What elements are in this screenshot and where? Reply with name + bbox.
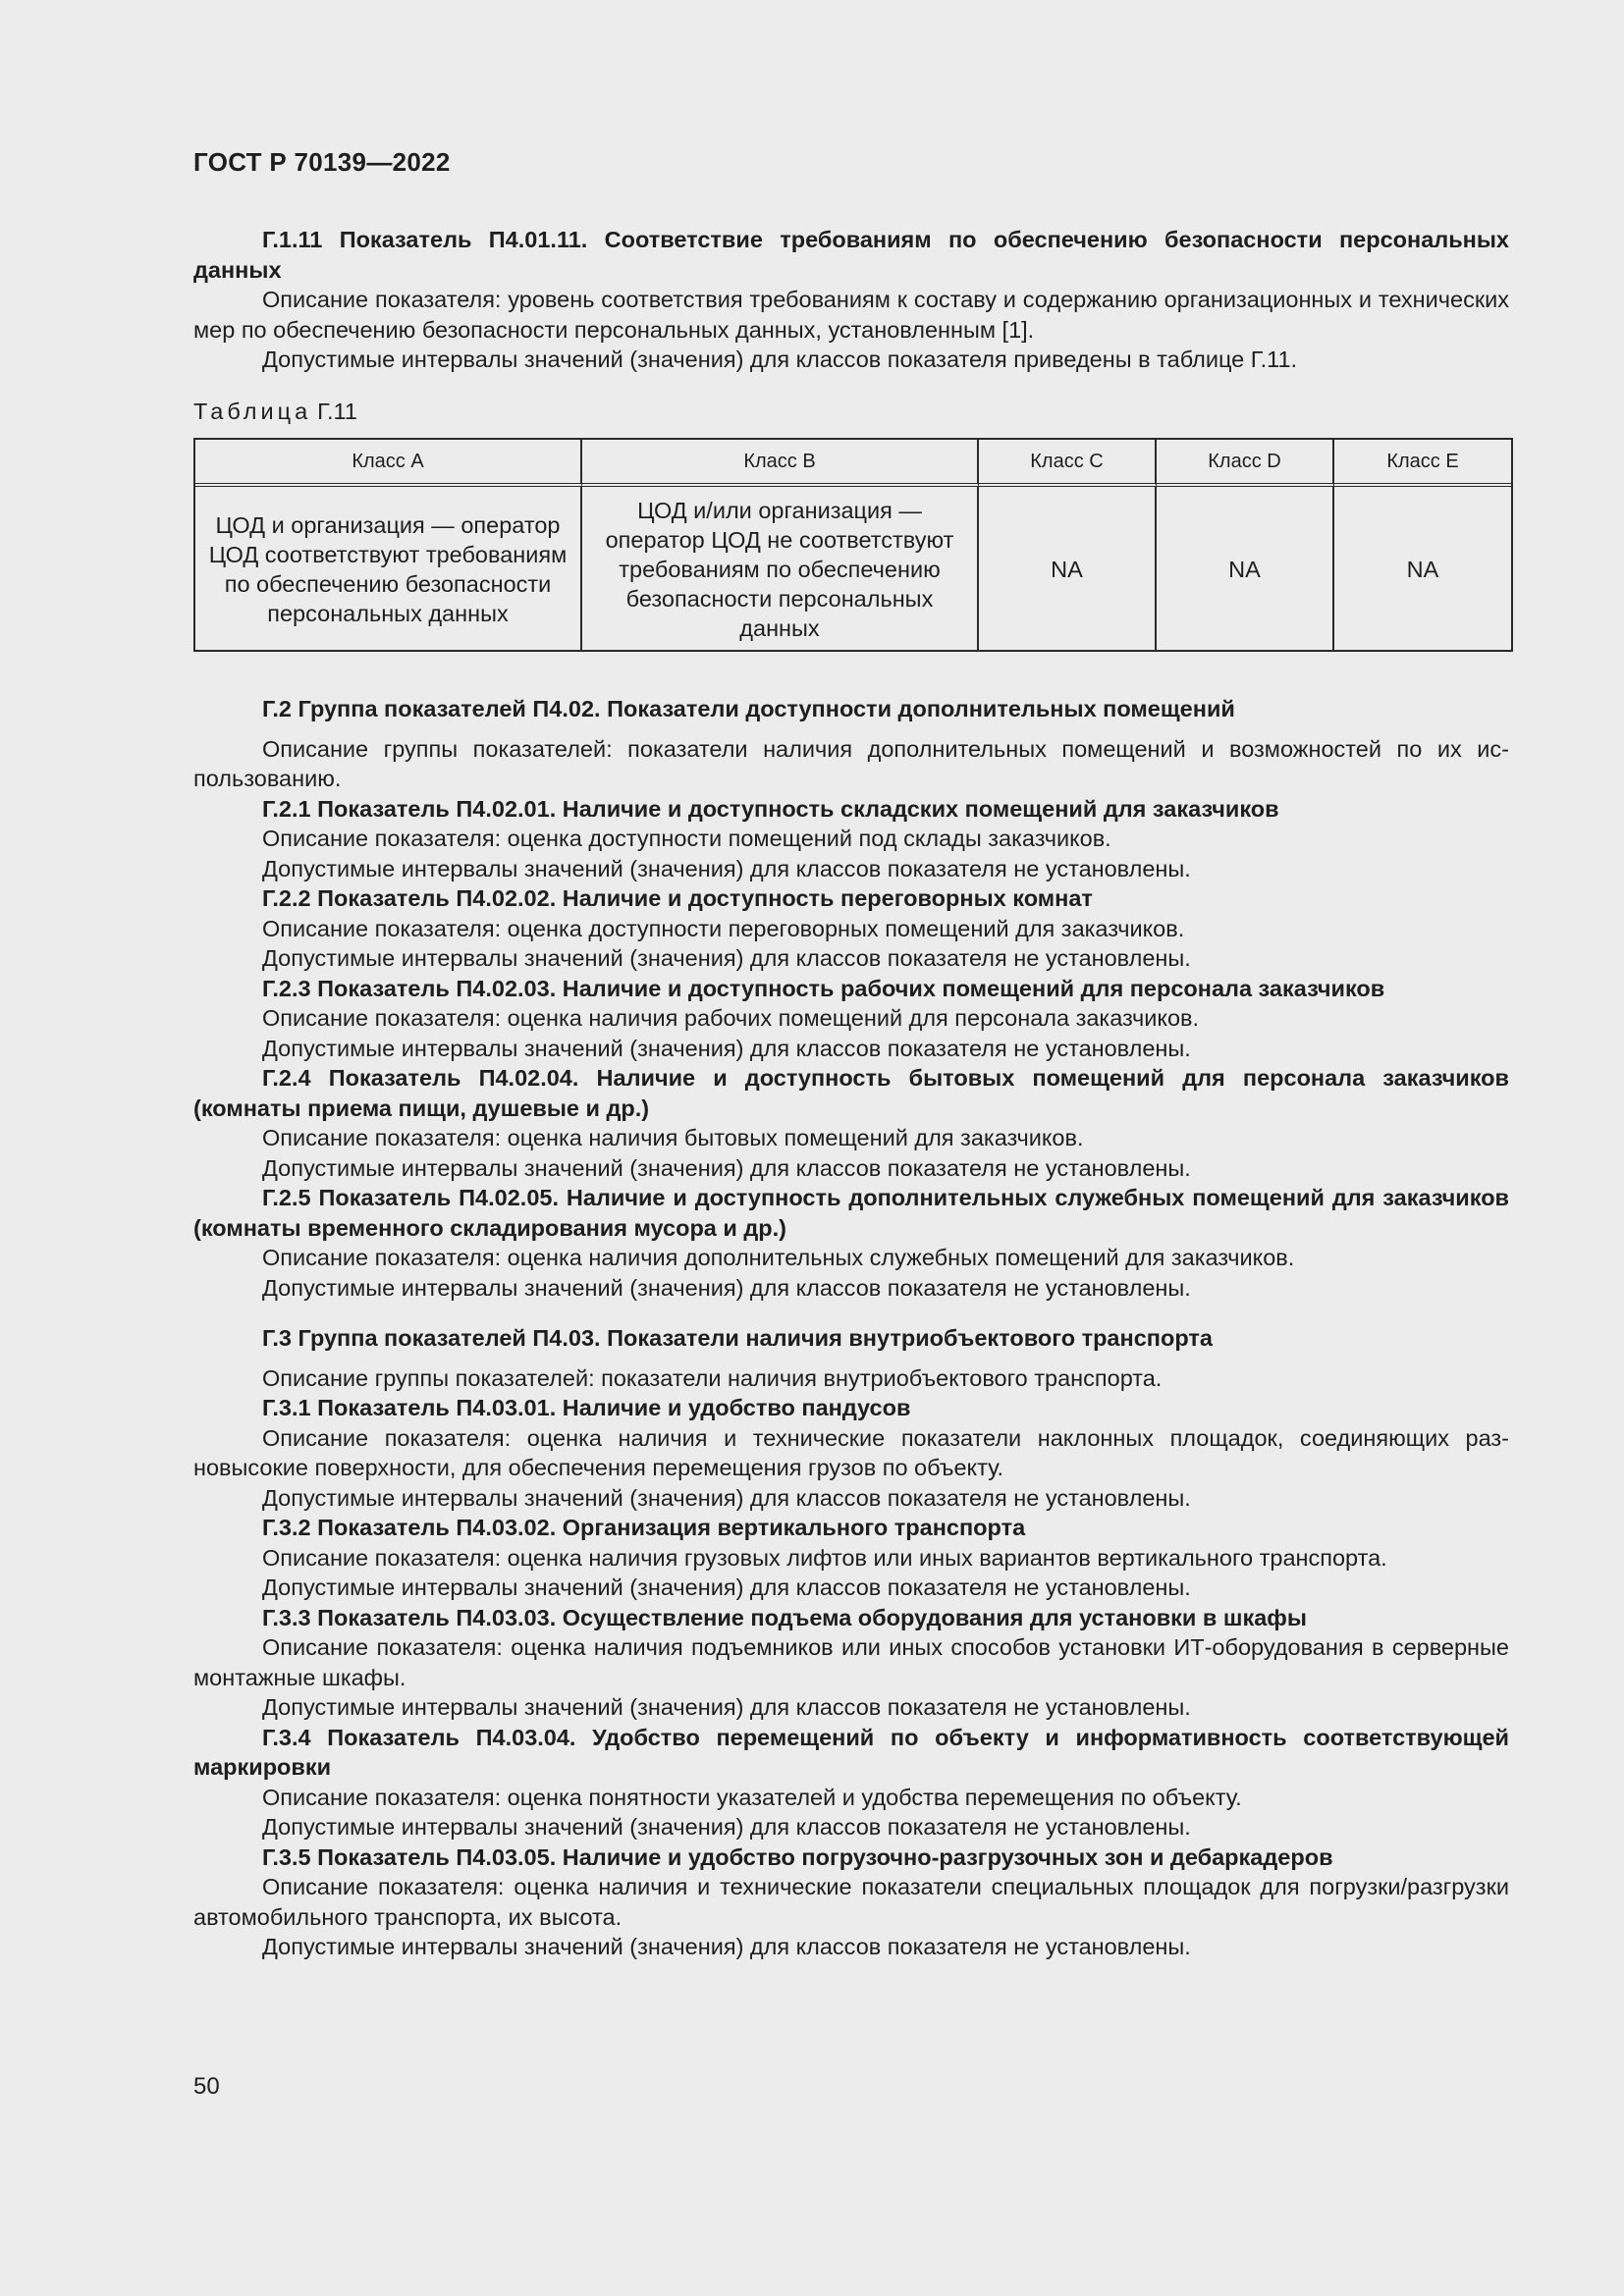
document-code: ГОСТ Р 70139—2022 — [193, 147, 451, 177]
indicator-description: Описание показателя: оценка наличия рабочих помещений для персонала заказчиков. — [262, 1005, 1200, 1031]
indicator-description: Описание показателя: уровень соответствия требованиям к составу и содержанию организационных и технических мер по обеспечению безопасности персональных данных, установленным [1]. — [193, 287, 1509, 343]
indicator-heading: Г.2.2 Показатель П4.02.02. Наличие и доступность переговорных комнат — [262, 885, 1093, 911]
page-number: 50 — [193, 2073, 220, 2100]
indicator-heading: Г.3.2 Показатель П4.03.02. Организация вертикального транспорта — [262, 1515, 1026, 1540]
table-cell: ЦОД и организация — оператор ЦОД соответствуют требованиям по обеспечению безопасности персональных данных — [195, 487, 582, 650]
indicator-heading: Г.3.3 Показатель П4.03.03. Осуществление подъема оборудования для установки в шкафы — [262, 1604, 1307, 1630]
indicator-description: Описание показателя: оценка наличия подъемников или иных способов установки ИТ-оборудования в серверные монтажные шкафы. — [193, 1634, 1509, 1690]
table-caption-label: Таблица — [193, 398, 312, 424]
indicator-heading: Г.2.4 Показатель П4.02.04. Наличие и доступность бытовых помещений для персонала заказчиков (комнаты приема пищи, душевые и др.) — [193, 1065, 1509, 1121]
table-caption-number: Г.11 — [317, 398, 357, 424]
indicator-intervals: Допустимые интервалы значений (значения) для классов показателя не установлены. — [262, 1694, 1191, 1720]
indicator-heading: Г.2.1 Показатель П4.02.01. Наличие и доступность складских помещений для заказчиков — [262, 795, 1279, 822]
indicator-intervals: Допустимые интервалы значений (значения) для классов показателя не установлены. — [262, 1154, 1191, 1181]
indicator-intervals: Допустимые интервалы значений (значения) для классов показателя не установлены. — [262, 1934, 1191, 1959]
table-row — [195, 487, 1511, 650]
indicator-intervals: Допустимые интервалы значений (значения) для классов показателя не установлены. — [262, 1814, 1191, 1840]
indicator-description: Описание показателя: оценка наличия и технические показатели наклонных площадок, соединяющих разновысокие поверхности, для обеспечения перемещения грузов по объекту. — [193, 1424, 1509, 1480]
table-header-row — [195, 440, 1511, 487]
indicator-description: Описание показателя: оценка наличия и технические показатели специальных площадок для погрузки/разгрузки автомобильного транспорта, их высота. — [193, 1874, 1509, 1930]
indicator-intervals: Допустимые интервалы значений (значения) для классов показателя не установлены. — [262, 1274, 1191, 1301]
table-cell: ЦОД и/или организация — оператор ЦОД не соответствуют требованиям по обеспечению безопасности персональных данных — [582, 487, 979, 650]
indicator-description: Описание показателя: оценка наличия грузовых лифтов или иных вариантов вертикального транспорта. — [262, 1544, 1387, 1571]
page-content — [193, 225, 1509, 1962]
class-table — [193, 438, 1513, 652]
indicator-heading: Г.1.11 Показатель П4.01.11. Соответствие требованиям по обеспечению безопасности персональных данных — [193, 227, 1509, 283]
table-cell: NA — [1406, 557, 1439, 582]
indicator-intervals: Допустимые интервалы значений (значения) для классов показателя не установлены. — [262, 945, 1191, 971]
indicator-intervals: Допустимые интервалы значений (значения) для классов показателя не установлены. — [262, 1035, 1191, 1061]
table-cell: NA — [979, 487, 1157, 650]
indicator-heading: Г.2.5 Показатель П4.02.05. Наличие и доступность дополнительных служебных помещений для заказчиков (комнаты временного складирования мусора и др.) — [193, 1185, 1509, 1241]
indicator-intervals: Допустимые интервалы значений (значения) для классов показателя не установлены. — [262, 855, 1191, 881]
table-header-cell: Класс E — [1334, 440, 1511, 487]
table-caption — [193, 397, 1509, 427]
indicator-description: Описание показателя: оценка понятности указателей и удобства перемещения по объекту. — [262, 1784, 1242, 1810]
group-description: Описание группы показателей: показатели наличия дополнительных помещений и возможностей по их использованию. — [193, 735, 1509, 791]
table-cell: NA — [1157, 487, 1334, 650]
group-heading: Г.3 Группа показателей П4.03. Показатели наличия внутриобъектового транспорта — [262, 1325, 1213, 1351]
indicator-heading: Г.2.3 Показатель П4.02.03. Наличие и доступность рабочих помещений для персонала заказчиков — [262, 975, 1385, 1001]
indicator-description: Описание показателя: оценка доступности помещений под склады заказчиков. — [262, 826, 1111, 851]
indicator-heading: Г.3.5 Показатель П4.03.05. Наличие и удобство погрузочно-разгрузочных зон и дебаркадеров — [262, 1843, 1333, 1870]
table-header-cell: Класс D — [1157, 440, 1334, 487]
table-header-cell: Класс B — [582, 440, 979, 487]
indicator-heading: Г.3.1 Показатель П4.03.01. Наличие и удобство пандусов — [262, 1395, 911, 1420]
indicator-description: Описание показателя: оценка доступности переговорных помещений для заказчиков. — [262, 915, 1185, 941]
indicator-description: Описание показателя: оценка наличия бытовых помещений для заказчиков. — [262, 1125, 1084, 1150]
indicator-intervals: Допустимые интервалы значений (значения) для классов показателя приведены в таблице Г.11. — [262, 347, 1298, 372]
indicator-intervals: Допустимые интервалы значений (значения) для классов показателя не установлены. — [262, 1484, 1191, 1511]
indicator-heading: Г.3.4 Показатель П4.03.04. Удобство перемещений по объекту и информативность соответствующей маркировки — [193, 1724, 1509, 1780]
table-header-cell: Класс A — [195, 440, 582, 487]
table-header-cell: Класс C — [979, 440, 1157, 487]
group-heading: Г.2 Группа показателей П4.02. Показатели доступности дополнительных помещений — [262, 696, 1235, 721]
indicator-intervals: Допустимые интервалы значений (значения) для классов показателя не установлены. — [262, 1575, 1191, 1600]
indicator-description: Описание показателя: оценка наличия дополнительных служебных помещений для заказчиков. — [262, 1245, 1295, 1270]
group-description: Описание группы показателей: показатели наличия внутриобъектового транспорта. — [262, 1364, 1163, 1391]
